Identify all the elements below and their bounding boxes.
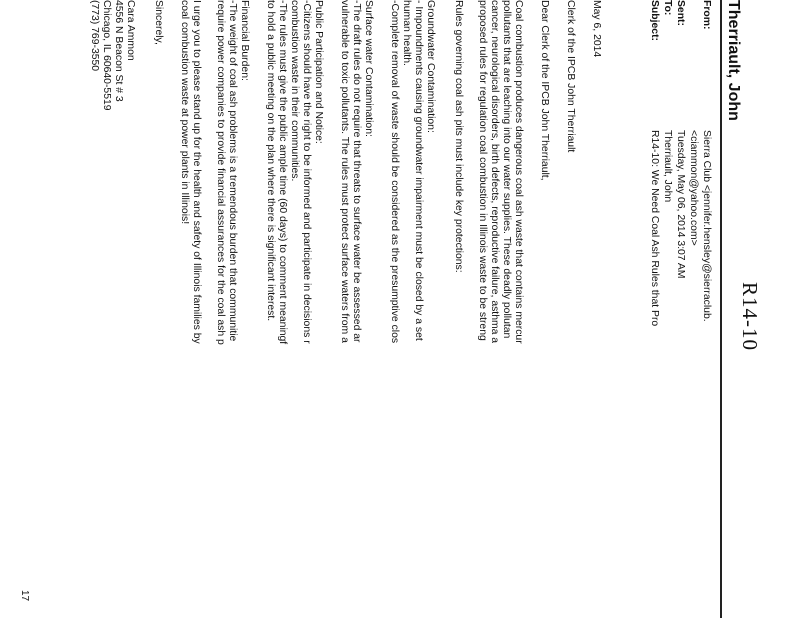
header-rule [720, 0, 722, 618]
groundwater-heading: Groundwater Contamination: [425, 0, 436, 133]
document-number: R14-10 [738, 282, 762, 351]
signature-phone: (773) 769-3550 [89, 0, 100, 72]
signature-city: Chicago, IL 60640-5519 [101, 0, 112, 111]
letter-to-line: Clerk of the IPCB John Therriault [565, 0, 576, 153]
intro-line: Coal combustion produces dangerous coal ash waste that contains mercur [513, 0, 524, 344]
groundwater-line: - Impoundments causing groundwater impairment must be closed by a set [413, 0, 424, 341]
from-value-email: <ciammon@yahoo.com> [688, 130, 699, 246]
key-protections-line: Rules governing coal ash pits must include key protections: [453, 0, 464, 273]
groundwater-line: -Complete removal of waste should be considered as the presumptive clos [389, 0, 400, 344]
page-number: 17 [19, 590, 30, 602]
to-value: Therriault, John [662, 130, 673, 203]
surface-line: -The draft rules do not require that threats to surface water be assessed ar [351, 0, 362, 343]
closing: Sincerely, [153, 0, 164, 45]
public-line: combustion waste in their communities. [289, 0, 300, 182]
public-heading: Public Participation and Notice: [313, 0, 324, 144]
intro-line: pollutants that are leaching into our water supplies. These deadly pollutan [501, 0, 512, 339]
to-label: To: [662, 0, 673, 16]
financial-line: require power companies to provide financial assurances for the coal ash p [215, 0, 226, 345]
from-label: From: [701, 0, 712, 30]
signature-address: 4556 N Beacon St # 3 [113, 0, 124, 102]
public-line: -The rules must give the public ample time (60 days) to comment meaningf [277, 0, 288, 345]
groundwater-line: human health. [401, 0, 412, 66]
from-value: Sierra Club <jennifer.hensley@sierraclub. [701, 130, 712, 322]
signature-name: Cara Ammon [125, 0, 136, 61]
financial-heading: Financial Burden: [239, 0, 250, 81]
recipient-name-header: Therriault, John [725, 0, 742, 121]
letter-date: May 6, 2014 [591, 0, 602, 58]
surface-line: vulnerable to toxic pollutants. The rules must protect surface waters from a [339, 0, 350, 343]
sent-label: Sent: [675, 0, 686, 26]
urge-line: I urge you to please stand up for the health and safety of Illinois families by [191, 0, 202, 344]
urge-line: coal combustion waste at power plants in Illinois! [179, 0, 190, 225]
intro-line: cancer, neurological disorders, birth defects, reproductive failure, asthma a [489, 0, 500, 344]
intro-line: proposed rules for regulation coal combustion in Illinois waste to be streng [477, 0, 488, 341]
subject-value: R14-10: We Need Coal Ash Rules that Pro [649, 130, 660, 327]
surface-heading: Surface water Contamination: [363, 0, 374, 137]
sent-value: Tuesday, May 06, 2014 3:07 AM [675, 130, 686, 279]
letter-salutation: Dear Clerk of the IPCB John Therriault, [539, 0, 550, 181]
public-line: -Citizens should have the right to be informed and participate in decisions r [301, 0, 312, 344]
public-line: to hold a public meeting on the plan where there is significant interest. [265, 0, 276, 322]
subject-label: Subject: [649, 0, 660, 41]
financial-line: -The weight of coal ash problems is a tremendous burden that communitie [227, 0, 238, 342]
